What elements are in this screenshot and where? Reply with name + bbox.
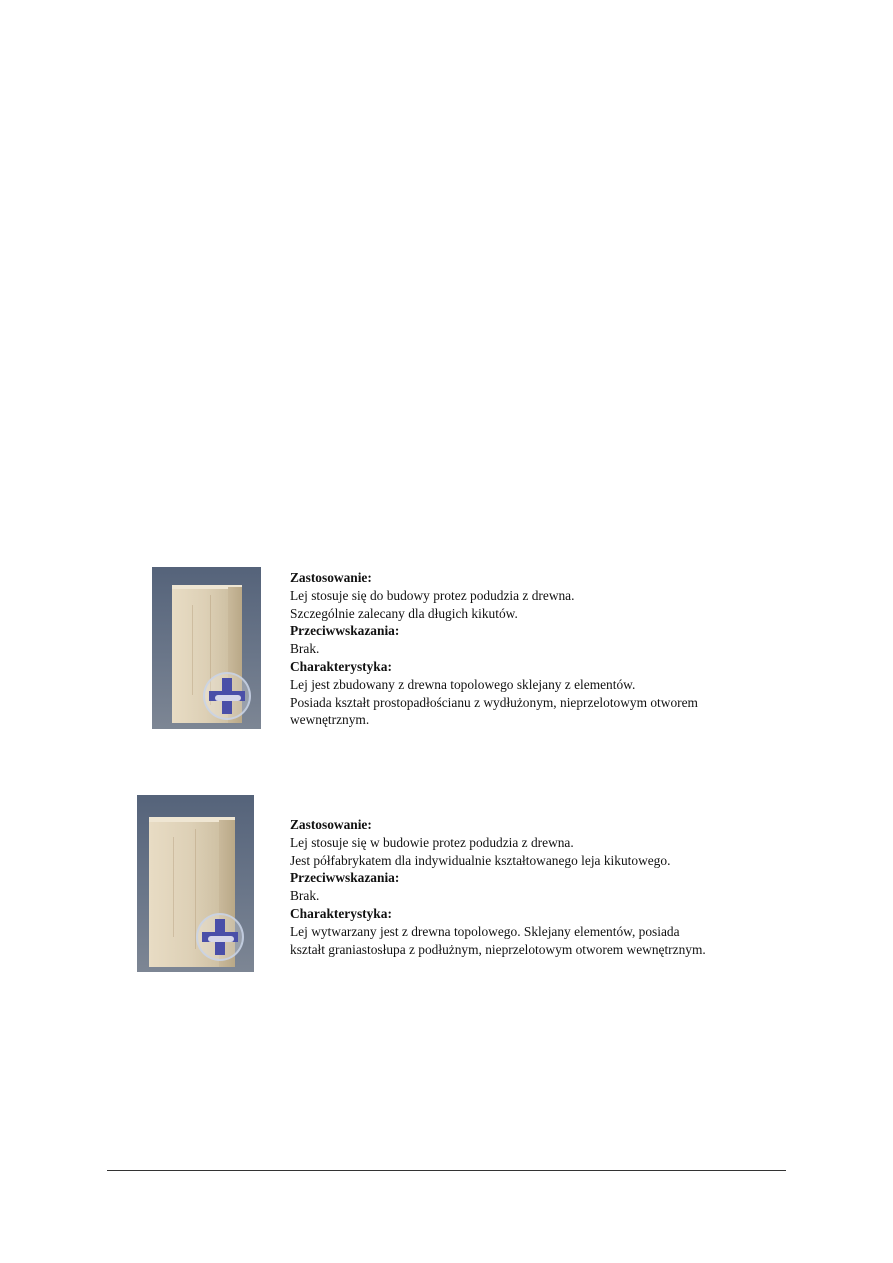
usage-line: Jest półfabrykatem dla indywidualnie kształtowanego leja kikutowego. — [290, 852, 671, 868]
product-photo-2 — [137, 795, 254, 972]
product-description-1 — [290, 569, 698, 729]
contraindications-text: Brak. — [290, 641, 320, 657]
usage-line: Lej stosuje się w budowie protez podudzia z drewna. — [290, 834, 574, 850]
cross-logo-icon — [203, 672, 251, 720]
characteristics-line: Lej wytwarzany jest z drewna topolowego. Sklejany elementów, posiada — [290, 923, 680, 939]
product-photo-1 — [152, 567, 261, 729]
characteristics-heading: Charakterystyka: — [290, 658, 392, 674]
characteristics-line: wewnętrznym. — [290, 712, 370, 728]
footer-rule — [107, 1170, 786, 1171]
usage-heading: Zastosowanie: — [290, 817, 372, 832]
usage-line: Szczególnie zalecany dla długich kikutów. — [290, 605, 518, 621]
contraindications-heading: Przeciwwskazania: — [290, 623, 400, 639]
contraindications-text: Brak. — [290, 888, 320, 904]
characteristics-heading: Charakterystyka: — [290, 905, 392, 921]
contraindications-heading: Przeciwwskazania: — [290, 870, 400, 886]
cross-logo-icon — [196, 913, 244, 961]
characteristics-line: Lej jest zbudowany z drewna topolowego sklejany z elementów. — [290, 676, 636, 692]
characteristics-line: kształt graniastosłupa z podłużnym, nieprzelotowym otworem wewnętrznym. — [290, 941, 706, 957]
usage-line: Lej stosuje się do budowy protez podudzia z drewna. — [290, 587, 575, 603]
product-description-2 — [290, 816, 706, 958]
usage-heading: Zastosowanie: — [290, 570, 372, 585]
characteristics-line: Posiada kształt prostopadłościanu z wydłużonym, nieprzelotowym otworem — [290, 694, 698, 710]
